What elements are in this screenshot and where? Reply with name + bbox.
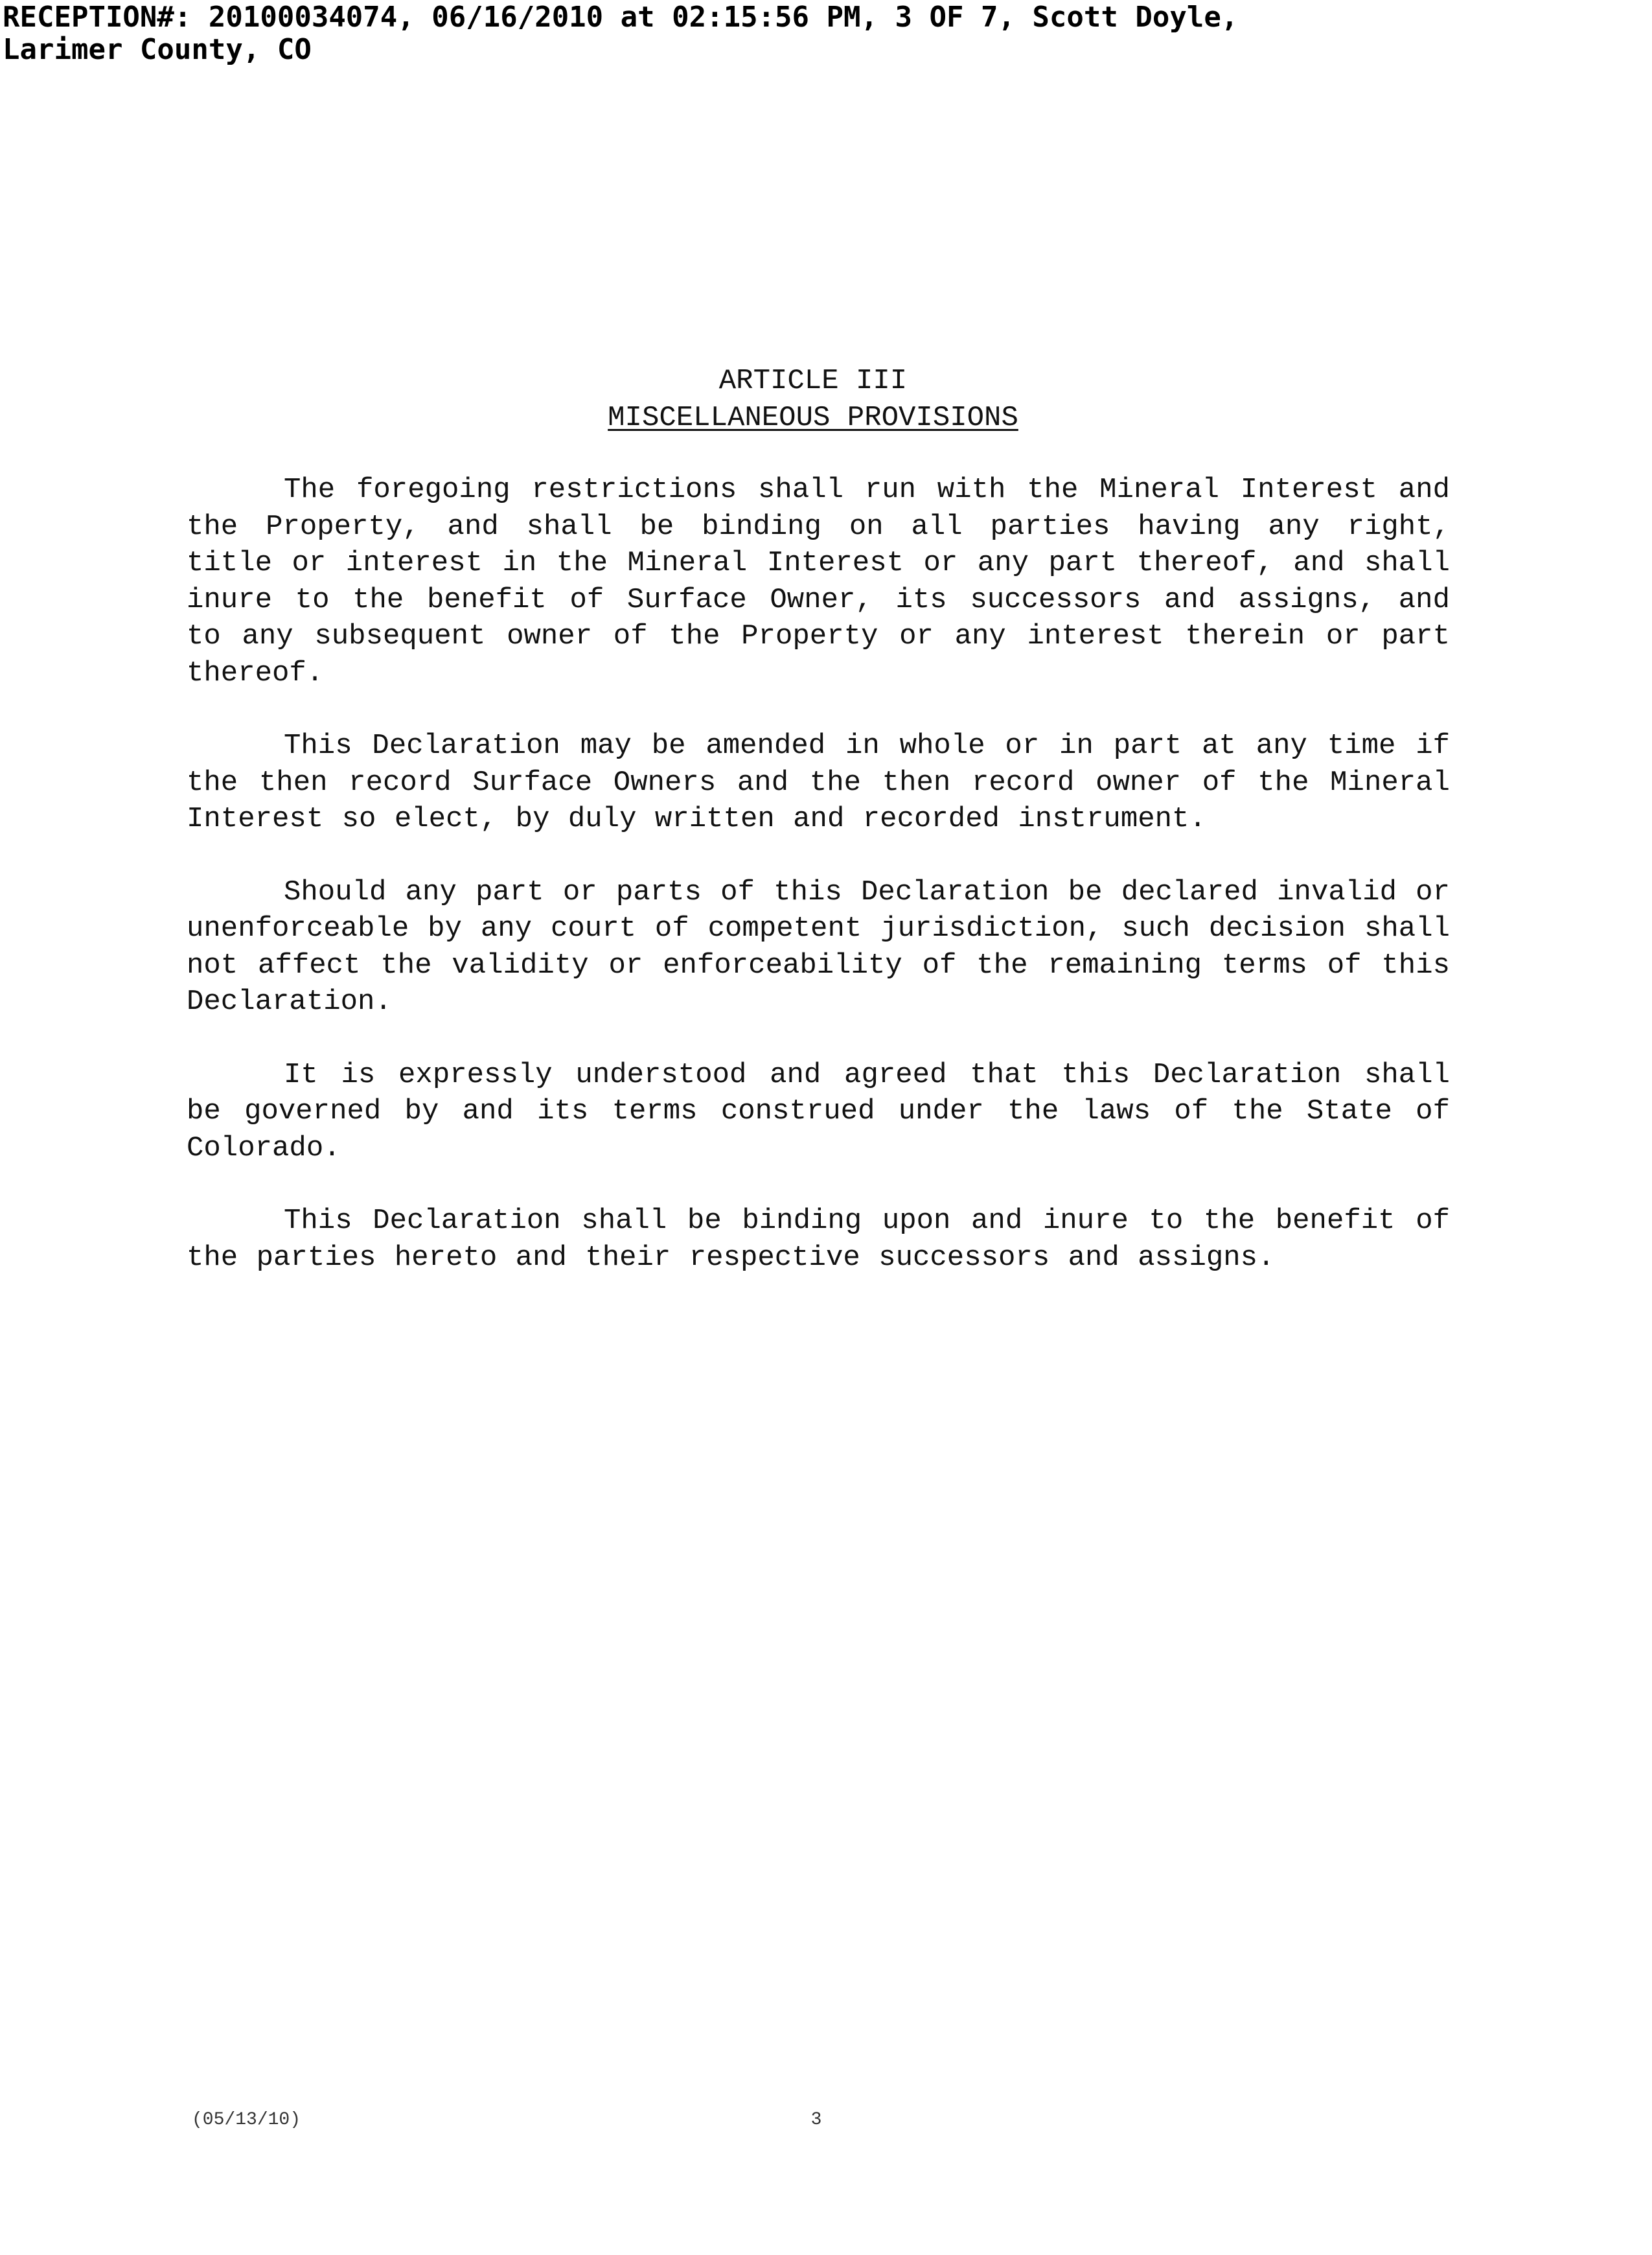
recording-header-line-1: RECEPTION#: 20100034074, 06/16/2010 at 02:15:56 PM, 3 OF 7, Scott Doyle, bbox=[3, 1, 1239, 34]
article-title: ARTICLE III bbox=[718, 365, 908, 397]
article-subtitle: MISCELLANEOUS PROVISIONS bbox=[608, 402, 1018, 434]
document-body bbox=[187, 472, 1450, 1312]
paragraph-binding-effect: This Declaration shall be binding upon and inure to the benefit of the parties hereto and their respective successors and assigns. bbox=[187, 1205, 1450, 1274]
recording-header bbox=[3, 1, 1557, 66]
paragraph-restrictions-run-with-property: The foregoing restrictions shall run with the Mineral Interest and the Property, and shall be binding on all parties having any right, title or interest in the Mineral Interest or any part thereof, and shall inure to the benefit of Surface Owner, its successors and assigns, and to any subsequent owner of the Property or any interest therein or part thereof. bbox=[187, 474, 1450, 689]
article-heading bbox=[0, 363, 1626, 437]
recording-header-line-2: Larimer County, CO bbox=[3, 33, 312, 66]
paragraph-severability: Should any part or parts of this Declaration be declared invalid or unenforceable by any court of competent jurisdiction, such decision shall not affect the validity or enforceability of the remaining terms of this Declaration. bbox=[187, 875, 1450, 1018]
paragraph-governing-law: It is expressly understood and agreed that this Declaration shall be governed by and its terms construed under the laws of the State of Colorado. bbox=[187, 1058, 1450, 1164]
footer-date: (05/13/10) bbox=[192, 2110, 301, 2130]
paragraph-amendment: This Declaration may be amended in whole or in part at any time if the then record Surface Owners and the then record owner of the Mineral Interest so elect, by duly written and recorded instrument. bbox=[187, 730, 1450, 835]
page-number: 3 bbox=[810, 2110, 822, 2130]
